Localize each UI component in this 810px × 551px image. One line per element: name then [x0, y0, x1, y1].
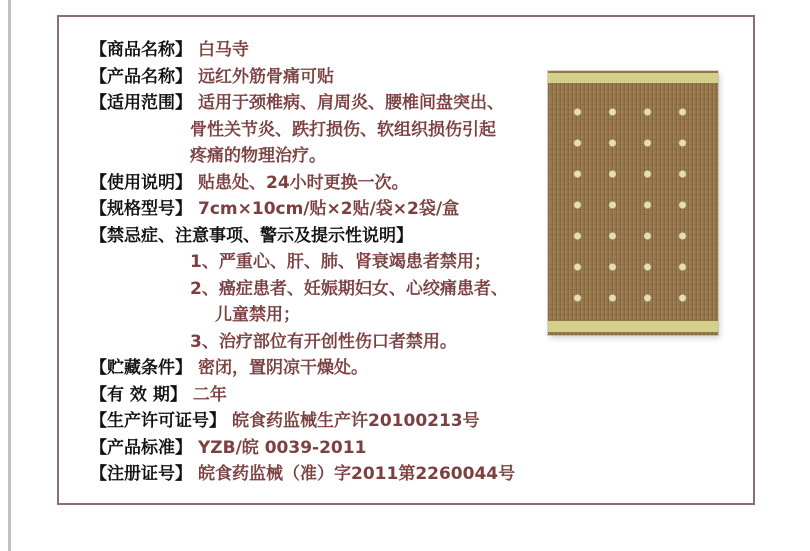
- registration-row: [90, 461, 570, 488]
- usage-label: 【使用说明】: [90, 172, 192, 193]
- scope-label: 【适用范围】: [90, 93, 192, 113]
- storage-value: 密闭，置阴凉干燥处。: [198, 358, 368, 378]
- spec-value: 7cm×10cm/贴×2贴/袋×2袋/盒: [198, 199, 460, 219]
- contraindications-title-row: [90, 223, 570, 250]
- contraindication-item-1: [90, 249, 570, 276]
- product-name-row: [90, 64, 570, 91]
- item2-text: 癌症患者、妊娠期妇女、心绞痛患者、: [218, 278, 508, 299]
- product-name-value: 远红外筋骨痛可贴: [198, 66, 334, 87]
- scope-row-cont2: [90, 143, 570, 170]
- item2-number: 2、: [190, 278, 219, 299]
- validity-value: 二年: [192, 384, 227, 405]
- license-value: 皖食药监械生产许20100213号: [232, 411, 480, 431]
- storage-label: 【贮藏条件】: [90, 358, 192, 378]
- item1-text: 严重心、肝、肺、肾衰竭患者禁用；: [218, 252, 491, 272]
- scope-value-line2: 骨性关节炎、跌打损伤、软组织损伤引起: [190, 119, 496, 140]
- contraindication-item-3: [90, 329, 570, 356]
- patch-bottom-adhesive-strip: [548, 321, 718, 332]
- product-name-label: 【产品名称】: [90, 66, 192, 87]
- standard-label: 【产品标准】: [90, 437, 192, 458]
- scope-row: [90, 90, 570, 117]
- standard-value: YZB/皖 0039-2011: [198, 437, 367, 458]
- patch-product-photo: [548, 71, 718, 335]
- contraindications-title-label: 【禁忌症、注意事项、警示及提示性说明】: [90, 225, 413, 246]
- left-edge-line: [8, 0, 11, 551]
- spec-row: [90, 196, 570, 223]
- usage-value: 贴患处、24小时更换一次。: [198, 172, 409, 193]
- contraindication-item-2-cont: [90, 302, 570, 329]
- spec-label: 【规格型号】: [90, 199, 192, 219]
- usage-row: [90, 170, 570, 197]
- scope-row-cont1: [90, 117, 570, 144]
- patch-ventilation-holes: [560, 98, 700, 308]
- scope-value-line3: 疼痛的物理治疗。: [190, 146, 326, 166]
- trade-name-label: 【商品名称】: [90, 40, 192, 60]
- item3-text: 治疗部位有开创性伤口者禁用。: [218, 331, 457, 352]
- trade-name-row: [90, 37, 570, 64]
- validity-label: 【有 效 期】: [90, 384, 187, 405]
- item3-number: 3、: [190, 331, 219, 352]
- scope-value-line1: 适用于颈椎病、肩周炎、腰椎间盘突出、: [198, 93, 504, 113]
- validity-row: [90, 382, 570, 409]
- patch-top-adhesive-strip: [548, 73, 718, 83]
- registration-value: 皖食药监械（准）字2011第2260044号: [198, 464, 516, 484]
- standard-row: [90, 435, 570, 462]
- storage-row: [90, 355, 570, 382]
- product-spec-text: [90, 37, 570, 488]
- registration-label: 【注册证号】: [90, 464, 192, 484]
- license-label: 【生产许可证号】: [90, 411, 226, 431]
- license-row: [90, 408, 570, 435]
- item2-text-cont: 儿童禁用；: [215, 305, 300, 325]
- trade-name-value: 白马寺: [198, 40, 249, 60]
- item1-number: 1、: [190, 252, 219, 272]
- contraindication-item-2: [90, 276, 570, 303]
